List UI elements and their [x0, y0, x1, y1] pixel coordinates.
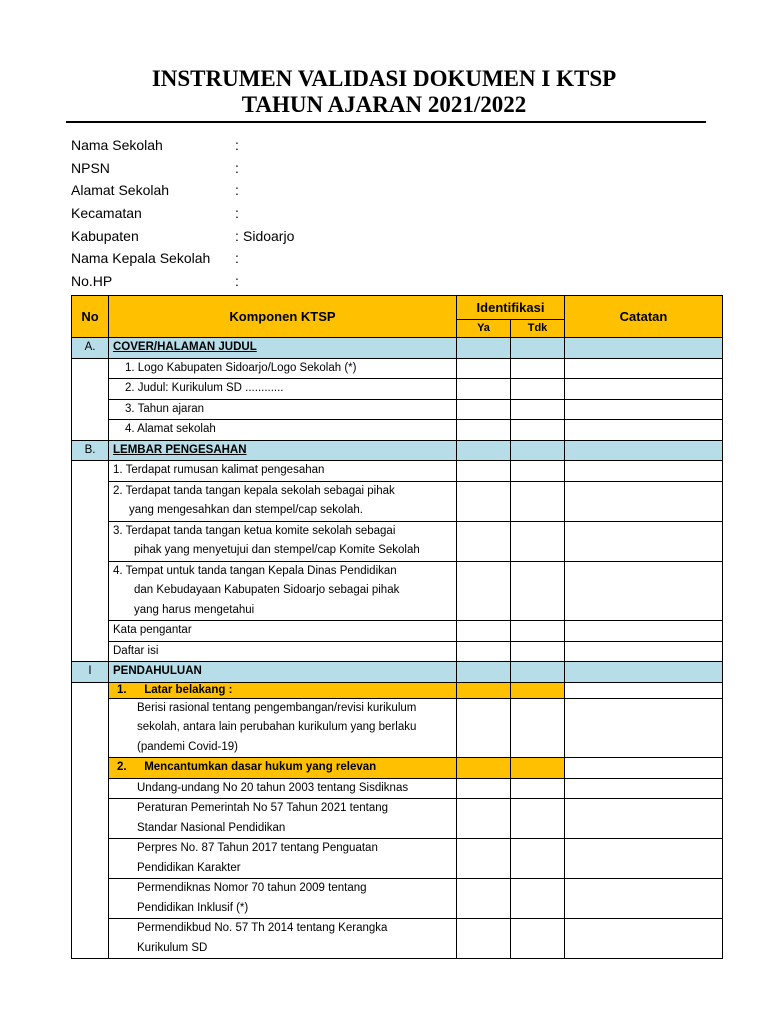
catatan-cell[interactable] [565, 481, 723, 521]
table-row [72, 561, 723, 621]
table-row [72, 521, 723, 561]
table-row [72, 839, 723, 879]
ya-cell[interactable] [457, 561, 511, 621]
table-row [72, 399, 723, 420]
section-row-i [72, 662, 723, 683]
subsection-no: 2. [117, 761, 127, 773]
item-text [109, 879, 457, 919]
catatan-cell[interactable] [565, 641, 723, 662]
header-catatan: Catatan [565, 296, 723, 338]
table-row [72, 621, 723, 642]
item-text [109, 919, 457, 959]
ya-cell[interactable] [457, 799, 511, 839]
item-line: Permendikbud No. 57 Th 2014 tentang Kerangka [137, 922, 388, 934]
ya-cell[interactable] [457, 358, 511, 379]
subsection-label: Mencantumkan dasar hukum yang relevan [144, 761, 377, 773]
no-cell [72, 358, 109, 440]
item-text: 1. Terdapat rumusan kalimat pengesahan [109, 461, 457, 482]
info-label: Kabupaten [71, 228, 139, 244]
item-line: sekolah, antara lain perubahan kurikulum yang berlaku [137, 721, 417, 733]
section-no: A. [72, 338, 109, 359]
catatan-cell[interactable] [565, 621, 723, 642]
tdk-cell[interactable] [511, 682, 565, 698]
table-row [72, 799, 723, 839]
info-label: Kecamatan [71, 205, 142, 221]
info-label: Nama Kepala Sekolah [71, 250, 211, 266]
item-line: pihak yang menyetujui dan stempel/cap Komite Sekolah [134, 544, 420, 556]
item-line: Kurikulum SD [137, 941, 208, 954]
item-line: yang mengesahkan dan stempel/cap sekolah. [129, 504, 363, 516]
info-label: No.HP [71, 273, 113, 289]
catatan-cell[interactable] [565, 561, 723, 621]
info-label: NPSN [71, 160, 110, 176]
item-text: 4. Alamat sekolah [109, 420, 457, 441]
catatan-cell[interactable] [565, 379, 723, 400]
title-divider [66, 121, 706, 123]
tdk-cell[interactable] [511, 461, 565, 482]
item-text [109, 698, 457, 758]
validation-table [71, 295, 723, 959]
document-title-line-2: TAHUN AJARAN 2021/2022 [241, 92, 527, 117]
item-text [109, 561, 457, 621]
item-line: Peraturan Pemerintah No 57 Tahun 2021 tentang [137, 802, 389, 814]
ya-cell[interactable] [457, 778, 511, 799]
catatan-cell[interactable] [565, 778, 723, 799]
table-row [72, 641, 723, 662]
ya-cell[interactable] [457, 682, 511, 698]
ya-cell[interactable] [457, 621, 511, 642]
subsection-row-latar [72, 682, 723, 698]
tdk-cell[interactable] [511, 358, 565, 379]
item-text: Undang-undang No 20 tahun 2003 tentang Sisdiknas [109, 778, 457, 799]
item-text [109, 481, 457, 521]
tdk-cell[interactable] [511, 481, 565, 521]
catatan-cell[interactable] [565, 682, 723, 698]
info-colon: : [235, 182, 239, 198]
tdk-cell[interactable] [511, 399, 565, 420]
tdk-cell[interactable] [511, 879, 565, 919]
catatan-cell[interactable] [565, 919, 723, 959]
subsection-title [109, 758, 457, 779]
item-text: Kata pengantar [109, 621, 457, 642]
catatan-cell[interactable] [565, 758, 723, 779]
tdk-cell[interactable] [511, 778, 565, 799]
item-text: 3. Tahun ajaran [109, 399, 457, 420]
tdk-cell[interactable] [511, 799, 565, 839]
no-cell [72, 461, 109, 662]
ya-cell[interactable] [457, 839, 511, 879]
header-no: No [72, 296, 109, 338]
ya-cell[interactable] [457, 379, 511, 400]
tdk-cell[interactable] [511, 521, 565, 561]
item-line: (pandemi Covid-19) [137, 740, 238, 753]
item-line: Berisi rasional tentang pengembangan/revisi kurikulum [137, 701, 417, 714]
info-value: Sidoarjo [243, 228, 295, 244]
table-row [72, 358, 723, 379]
info-label: Nama Sekolah [71, 137, 163, 153]
header-tdk: Tdk [511, 320, 565, 338]
item-line: Permendiknas Nomor 70 tahun 2009 tentang [137, 882, 367, 894]
table-row [72, 461, 723, 482]
table-row [72, 698, 723, 758]
header-identifikasi: Identifikasi [457, 296, 565, 320]
tdk-cell[interactable] [511, 420, 565, 441]
item-line: 2. Terdapat tanda tangan kepala sekolah sebagai pihak [113, 484, 395, 497]
table-row [72, 420, 723, 441]
item-line: yang harus mengetahui [134, 603, 255, 616]
subsection-label: Latar belakang : [144, 683, 233, 696]
section-title: LEMBAR PENGESAHAN [109, 440, 457, 461]
subsection-title [109, 682, 457, 698]
no-cell [72, 682, 109, 959]
ya-cell[interactable] [457, 919, 511, 959]
info-colon: : [235, 273, 239, 289]
catatan-cell[interactable] [565, 461, 723, 482]
item-text: Daftar isi [109, 641, 457, 662]
item-line: 3. Terdapat tanda tangan ketua komite sekolah sebagai [113, 524, 396, 537]
section-title: PENDAHULUAN [109, 662, 457, 683]
table-row [72, 379, 723, 400]
tdk-cell[interactable] [511, 662, 565, 683]
ya-cell[interactable] [457, 399, 511, 420]
section-no: B. [72, 440, 109, 461]
info-colon: : [235, 205, 239, 221]
item-line: dan Kebudayaan Kabupaten Sidoarjo sebagai pihak [134, 584, 400, 596]
ya-cell[interactable] [457, 879, 511, 919]
header-komponen: Komponen KTSP [109, 296, 457, 338]
tdk-cell[interactable] [511, 338, 565, 359]
catatan-cell[interactable] [565, 399, 723, 420]
ya-cell[interactable] [457, 481, 511, 521]
item-line: 4. Tempat untuk tanda tangan Kepala Dinas Pendidikan [113, 564, 397, 577]
tdk-cell[interactable] [511, 839, 565, 879]
tdk-cell[interactable] [511, 561, 565, 621]
ya-cell[interactable] [457, 420, 511, 441]
table-row [72, 919, 723, 959]
subsection-row-dasar-hukum [72, 758, 723, 779]
catatan-cell[interactable] [565, 662, 723, 683]
tdk-cell[interactable] [511, 440, 565, 461]
info-label: Alamat Sekolah [71, 182, 170, 198]
table-header-row [72, 296, 723, 320]
catatan-cell[interactable] [565, 799, 723, 839]
table-row [72, 778, 723, 799]
header-ya: Ya [457, 320, 511, 338]
catatan-cell[interactable] [565, 420, 723, 441]
item-text: 1. Logo Kabupaten Sidoarjo/Logo Sekolah (*) [109, 358, 457, 379]
info-colon: : [235, 137, 239, 153]
ya-cell[interactable] [457, 758, 511, 779]
catatan-cell[interactable] [565, 521, 723, 561]
ya-cell[interactable] [457, 521, 511, 561]
catatan-cell[interactable] [565, 698, 723, 758]
item-text [109, 799, 457, 839]
catatan-cell[interactable] [565, 839, 723, 879]
ya-cell[interactable] [457, 338, 511, 359]
section-title: COVER/HALAMAN JUDUL [109, 338, 457, 359]
info-colon: : [235, 228, 239, 244]
item-line: Perpres No. 87 Tahun 2017 tentang Penguatan [137, 842, 378, 854]
info-colon: : [235, 160, 239, 176]
ya-cell[interactable] [457, 461, 511, 482]
item-line: Standar Nasional Pendidikan [137, 821, 286, 834]
catatan-cell[interactable] [565, 879, 723, 919]
ya-cell[interactable] [457, 662, 511, 683]
info-colon: : [235, 250, 239, 266]
tdk-cell[interactable] [511, 641, 565, 662]
item-line: Pendidikan Karakter [137, 861, 241, 874]
catatan-cell[interactable] [565, 338, 723, 359]
tdk-cell[interactable] [511, 919, 565, 959]
document-title-line-1: INSTRUMEN VALIDASI DOKUMEN I KTSP [151, 66, 617, 91]
section-no: I [72, 662, 109, 683]
item-text [109, 521, 457, 561]
tdk-cell[interactable] [511, 758, 565, 779]
catatan-cell[interactable] [565, 440, 723, 461]
ya-cell[interactable] [457, 440, 511, 461]
table-row [72, 879, 723, 919]
subsection-no: 1. [117, 683, 127, 696]
ya-cell[interactable] [457, 641, 511, 662]
tdk-cell[interactable] [511, 379, 565, 400]
ya-cell[interactable] [457, 698, 511, 758]
catatan-cell[interactable] [565, 358, 723, 379]
item-text [109, 839, 457, 879]
item-line: Pendidikan Inklusif (*) [137, 901, 249, 914]
section-row-b [72, 440, 723, 461]
tdk-cell[interactable] [511, 698, 565, 758]
tdk-cell[interactable] [511, 621, 565, 642]
section-row-a [72, 338, 723, 359]
item-text: 2. Judul: Kurikulum SD ............ [109, 379, 457, 400]
table-row [72, 481, 723, 521]
